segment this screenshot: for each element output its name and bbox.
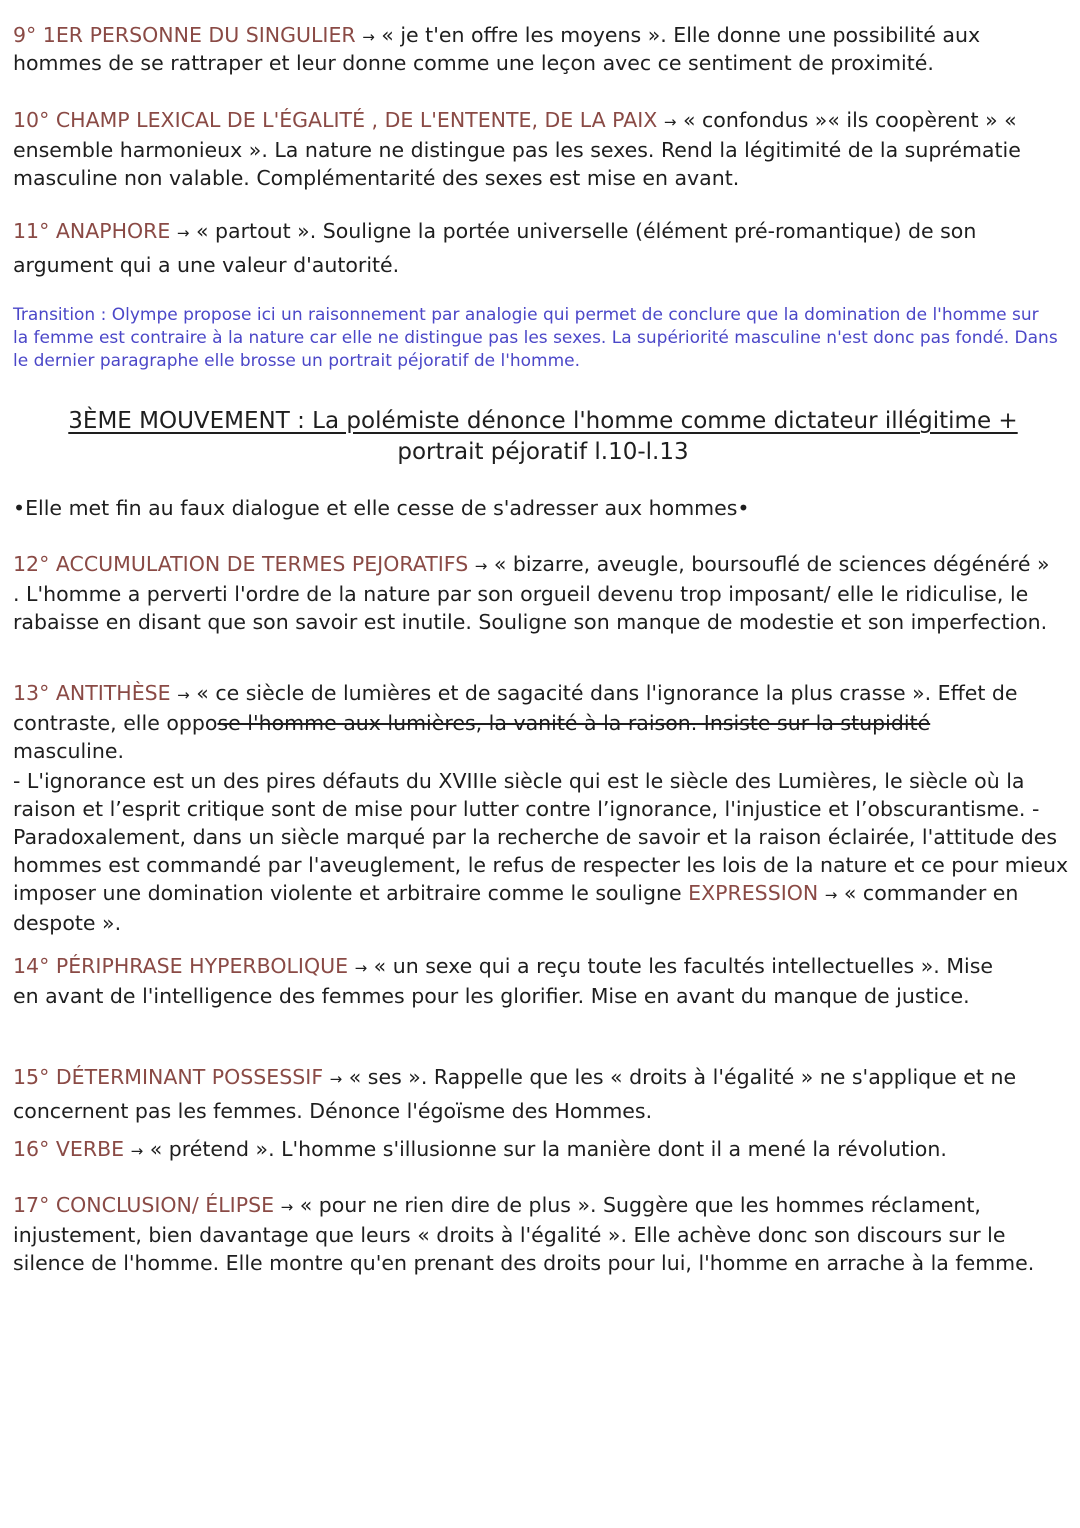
paragraph-11: 11° ANAPHORE → « partout ». Souligne la portée universelle (élément pré-romantique) de son argument qui a une valeur d'autorité. (13, 219, 977, 277)
arrow-icon: → (177, 686, 190, 704)
arrow-icon: → (354, 959, 368, 977)
figure-label: 10° CHAMP LEXICAL DE L'ÉGALITÉ , DE L'ENTENTE, DE LA PAIX (13, 108, 658, 132)
arrow-icon: → (824, 886, 838, 904)
paragraph-13-detail: - L'ignorance est un des pires défauts du XVIIIe siècle qui est le siècle des Lumières, le siècle où la raison et l’esprit critique sont de mise pour lutter contre l’ignorance, l'injustice et l’obscurantisme. - Paradoxalement, dans un siècle marqué par la recherche de savoir et la raison éclairée, l'attitude des hommes est commandé par l'aveuglement, le refus de respecter les lois de la nature et ce pour mieux imposer une domination violente et arbitraire comme le souligne EXPRESSION → « commander en despote ». (13, 769, 1069, 935)
paragraph-12: 12° ACCUMULATION DE TERMES PEJORATIFS → « bizarre, aveugle, boursouflé de sciences dégénéré » . L'homme a perverti l'ordre de la nature par son orgueil devenu trop imposant/ elle le ridiculise, le rabaisse en disant que son savoir est inutile. Souligne son manque de modestie et son imperfection. (13, 552, 1050, 634)
arrow-icon: → (280, 1198, 294, 1216)
figure-label: 17° CONCLUSION/ ÉLIPSE (13, 1193, 275, 1217)
intro-line: •Elle met fin au faux dialogue et elle cesse de s'adresser aux hommes• (13, 496, 750, 520)
section-heading-line1: 3ÈME MOUVEMENT : La polémiste dénonce l'homme comme dictateur illégitime + (68, 408, 1018, 434)
figure-label: 16° VERBE (13, 1137, 125, 1161)
section-heading (13, 406, 1073, 468)
paragraph-16: 16° VERBE → « prétend ». L'homme s'illusionne sur la manière dont il a mené la révolution. (13, 1137, 947, 1161)
figure-label: 13° ANTITHÈSE (13, 681, 171, 705)
section-heading-line2: portrait péjoratif l.10-l.13 (397, 439, 689, 465)
paragraph-9: 9° 1ER PERSONNE DU SINGULIER → « je t'en offre les moyens ». Elle donne une possibilité aux hommes de se rattraper et leur donne comme une leçon avec ce sentiment de proximité. (13, 23, 981, 75)
figure-label: 9° 1ER PERSONNE DU SINGULIER (13, 23, 356, 47)
transition-note: Transition : Olympe propose ici un raisonnement par analogie qui permet de conclure que la domination de l'homme sur la femme est contraire à la nature car elle ne distingue pas les sexes. La supériorité masculine n'est donc pas fondé. Dans le dernier paragraphe elle brosse un portrait péjoratif de l'homme. (13, 305, 1058, 371)
arrow-icon: → (329, 1070, 343, 1088)
figure-label: EXPRESSION (688, 881, 819, 905)
paragraph-17: 17° CONCLUSION/ ÉLIPSE → « pour ne rien dire de plus ». Suggère que les hommes réclament, injustement, bien davantage que leurs « droits à l'égalité ». Elle achève donc son discours sur le silence de l'homme. Elle montre qu'en prenant des droits pour lui, l'homme en arrache à la femme. (13, 1193, 1035, 1275)
paragraph-14: 14° PÉRIPHRASE HYPERBOLIQUE → « un sexe qui a reçu toute les facultés intellectuelles ». Mise en avant de l'intelligence des femmes pour les glorifier. Mise en avant du manque de justice. (13, 954, 993, 1008)
arrow-icon: → (474, 557, 488, 575)
figure-label: 14° PÉRIPHRASE HYPERBOLIQUE (13, 954, 349, 978)
paragraph-10: 10° CHAMP LEXICAL DE L'ÉGALITÉ , DE L'ENTENTE, DE LA PAIX → « confondus »« ils coopèrent » « ensemble harmonieux ». La nature ne distingue pas les sexes. Rend la légitimité de la suprématie masculine non valable. Complémentarité des sexes est mise en avant. (13, 108, 1021, 190)
paragraph-13: 13° ANTITHÈSE → « ce siècle de lumières et de sagacité dans l'ignorance la plus crasse ». Effet de contraste, elle oppose l'homme aux lumières, la vanité à la raison. Insiste sur la stupidité masculine. (13, 681, 1018, 763)
paragraph-15: 15° DÉTERMINANT POSSESSIF → « ses ». Rappelle que les « droits à l'égalité » ne s'applique et ne concernent pas les femmes. Dénonce l'égoïsme des Hommes. (13, 1065, 1017, 1123)
arrow-icon: → (130, 1142, 144, 1160)
figure-label: 12° ACCUMULATION DE TERMES PEJORATIFS (13, 552, 469, 576)
figure-label: 15° DÉTERMINANT POSSESSIF (13, 1065, 324, 1089)
arrow-icon: → (362, 28, 375, 46)
arrow-icon: → (663, 113, 677, 131)
figure-label: 11° ANAPHORE (13, 219, 171, 243)
arrow-icon: → (176, 224, 190, 242)
